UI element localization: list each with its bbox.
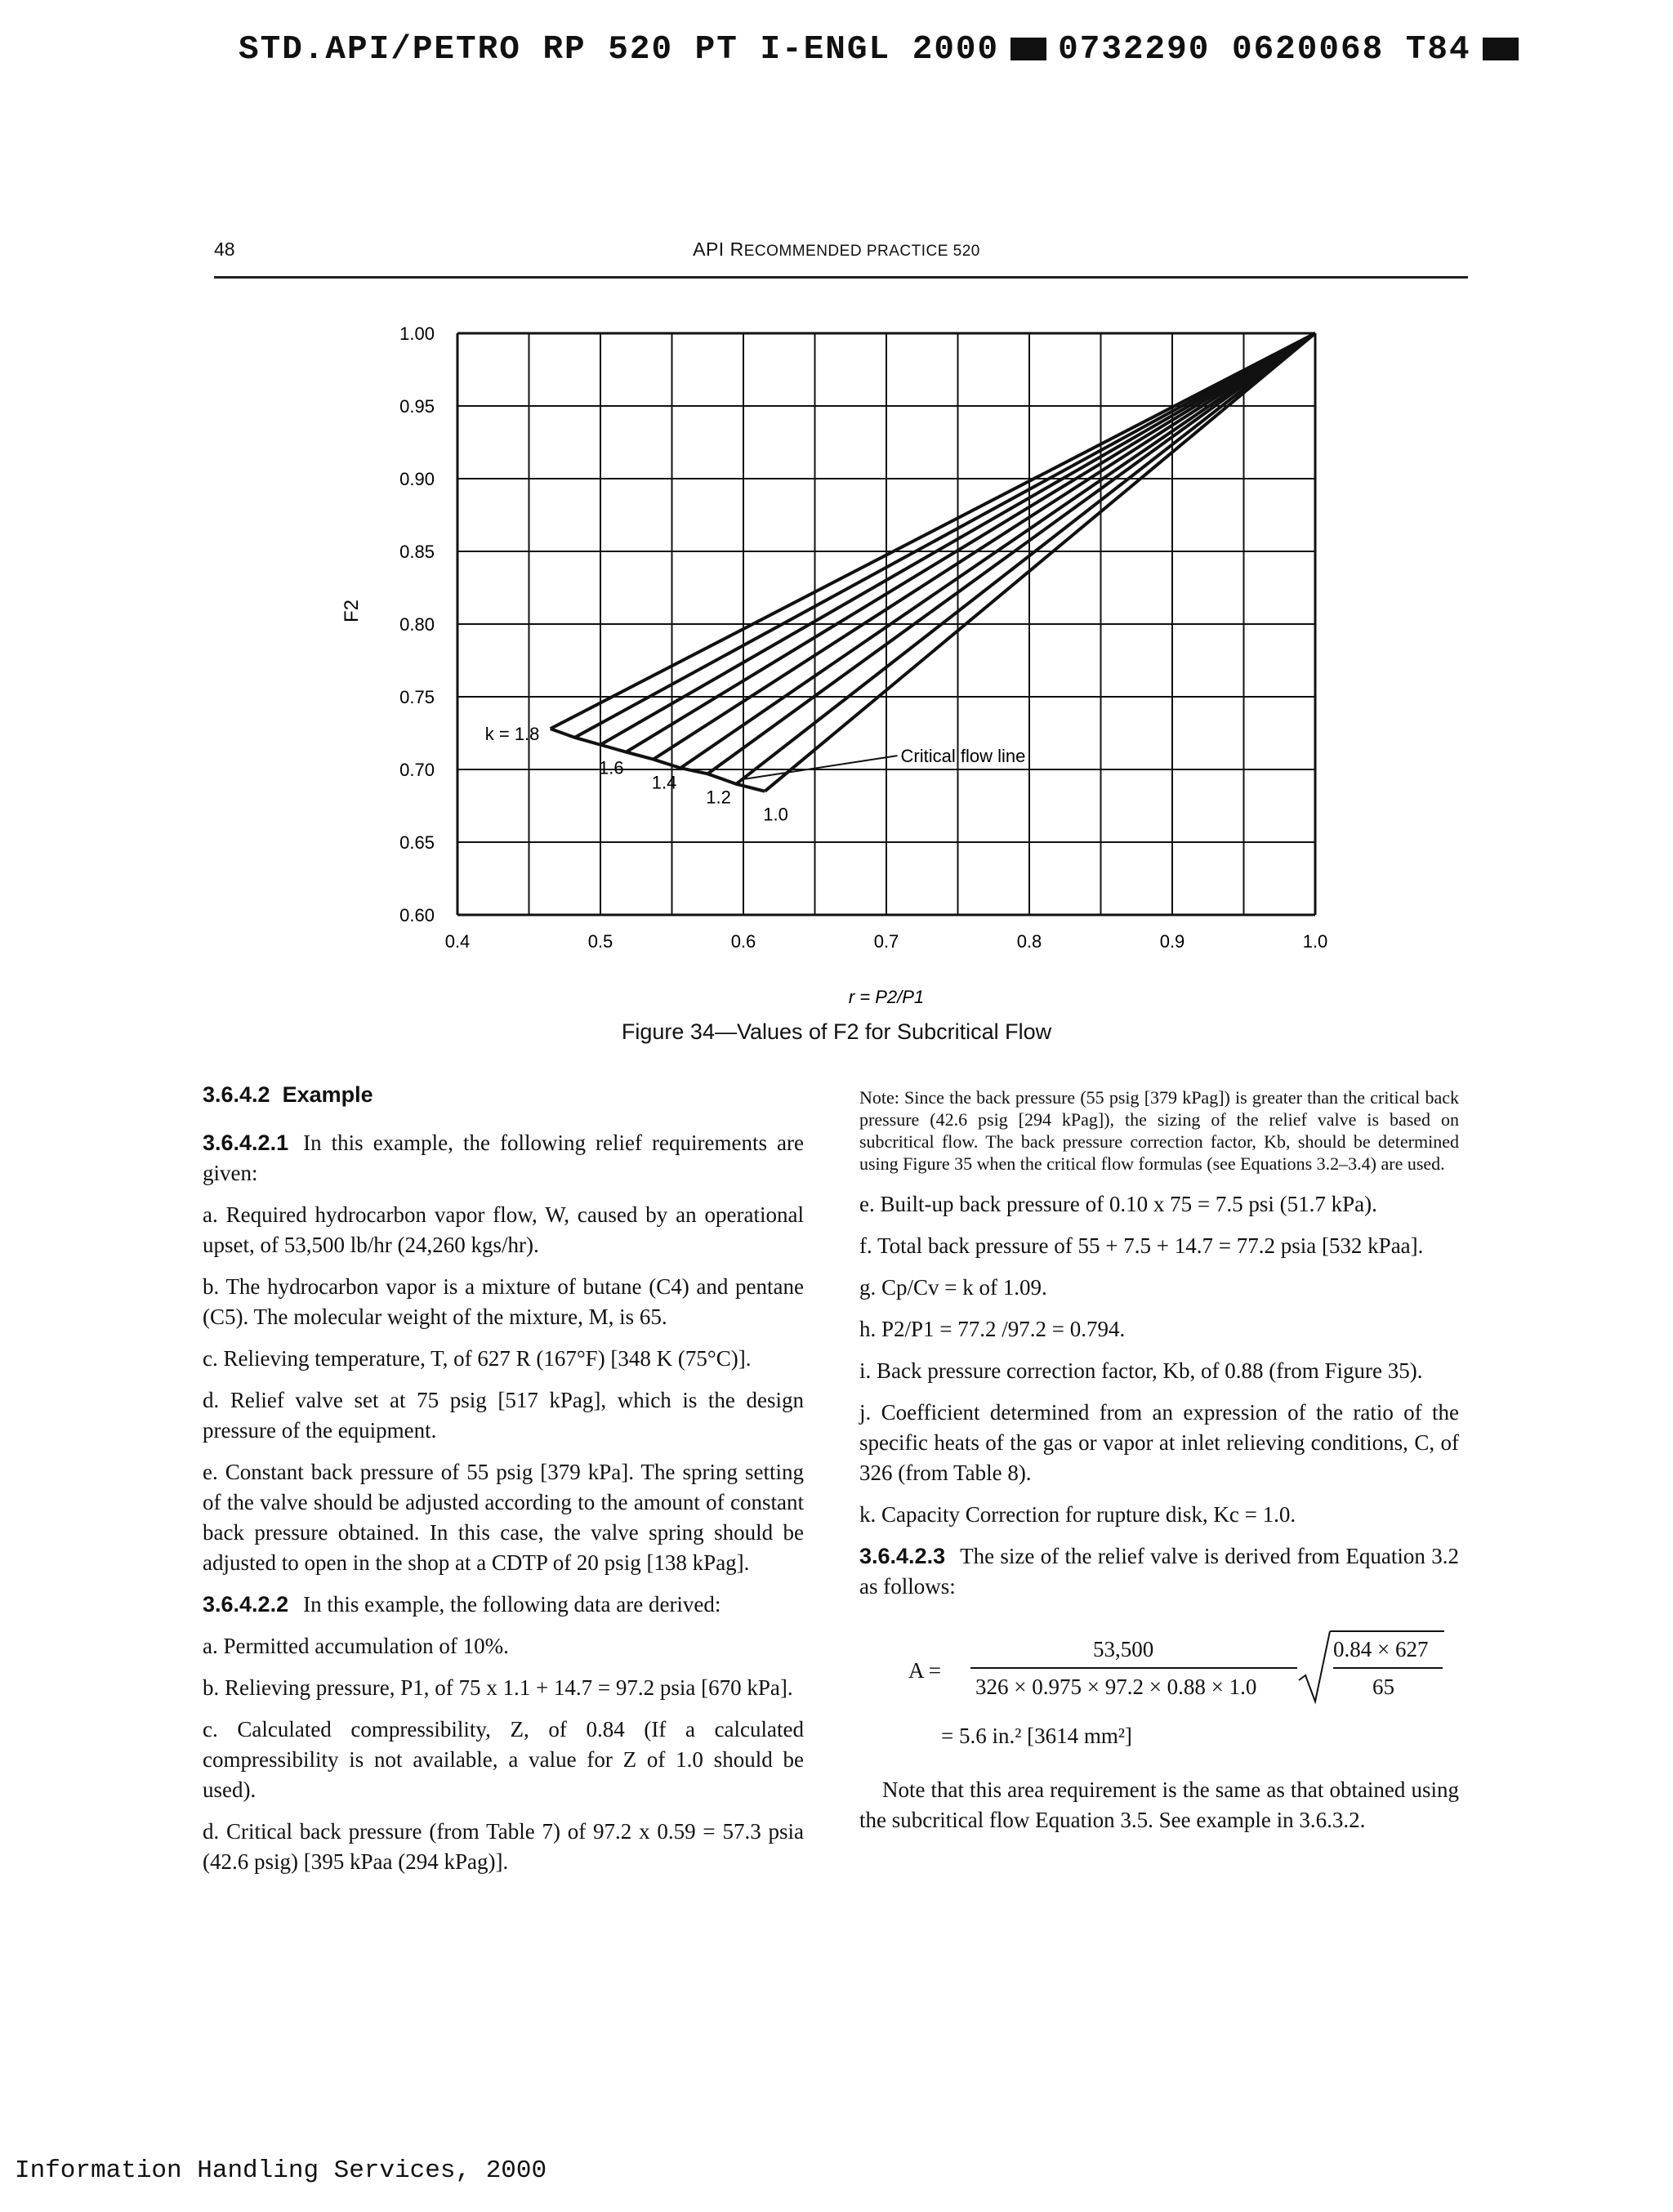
formula-numerator: 53,500 [1093, 1637, 1154, 1661]
list-item: c. Relieving temperature, T, of 627 R (167°F) [348 K (75°C)]. [203, 1346, 752, 1371]
left-column [203, 1080, 804, 1889]
paragraph-derived-data [203, 1590, 804, 1620]
formula-denominator: 326 × 0.975 × 97.2 × 0.88 × 1.0 [975, 1675, 1257, 1699]
formula-root-denominator: 65 [1372, 1675, 1394, 1699]
list-item: h. P2/P1 = 77.2 /97.2 = 0.794. [859, 1317, 1126, 1341]
footer-publisher: Information Handling Services, 2000 [15, 2156, 547, 2185]
formula-lhs: A = [908, 1658, 941, 1683]
y-tick-label: 0.75 [399, 687, 435, 707]
derived-data-list [203, 1631, 804, 1877]
x-tick-label: 1.0 [1302, 931, 1328, 952]
y-tick-label: 0.60 [399, 905, 435, 925]
section-heading [203, 1080, 804, 1110]
running-title-lead: API R [693, 239, 744, 260]
black-bar-mark-end [1483, 38, 1519, 60]
closing-paragraph: Note that this area requirement is the same as that obtained using the subcritical flow Equation 3.5. See example in 3.6.3.2. [859, 1777, 1459, 1832]
black-bar-mark [1010, 38, 1046, 60]
list-item: i. Back pressure correction factor, Kb, of 0.88 (from Figure 35). [859, 1358, 1423, 1383]
list-item: d. Relief valve set at 75 psig [517 kPag], which is the design pressure of the equipment. [203, 1388, 804, 1443]
chart-y-axis-label: F2 [341, 599, 363, 623]
radical-bar [1330, 1630, 1444, 1632]
note-paragraph: Note: Since the back pressure (55 psig [379 kPag]) is greater than the critical back pressure (42.6 psig [294 kPag]), the sizing of the relief valve is based on subcritical flow. The back pressure correction factor, Kb, should be determined using Figure 35 when the critical flow formulas (see Equations 3.2–3.4) are used. [859, 1087, 1459, 1174]
radical-sign [1297, 1630, 1333, 1713]
paragraph-size-derivation [859, 1541, 1459, 1602]
series-label: 1.6 [599, 757, 624, 778]
y-tick-label: 0.90 [399, 469, 435, 489]
list-item: a. Required hydrocarbon vapor flow, W, caused by an operational upset, of 53,500 lb/hr (24,260 kgs/hr). [203, 1202, 804, 1257]
document-code-part2: 0732290 0620068 T84 [1058, 31, 1471, 69]
subsection-number: 3.6.4.2.2 [203, 1592, 289, 1617]
series-label: 1.0 [763, 804, 788, 825]
formula-root-numerator: 0.84 × 627 [1333, 1637, 1429, 1661]
subsection-number: 3.6.4.2.3 [859, 1544, 946, 1568]
x-tick-label: 0.5 [587, 931, 613, 952]
area-formula [859, 1617, 1459, 1748]
section-title: Example [282, 1082, 373, 1107]
list-item: f. Total back pressure of 55 + 7.5 + 14.7 = 77.2 psia [532 kPaa]. [859, 1233, 1424, 1258]
y-tick-label: 1.00 [399, 323, 435, 344]
list-item: d. Critical back pressure (from Table 7) of 97.2 x 0.59 = 57.3 psia (42.6 psig) [395 kPaa (294 kPag)]. [203, 1819, 804, 1874]
x-tick-label: 0.6 [730, 931, 756, 952]
list-item: b. The hydrocarbon vapor is a mixture of butane (C4) and pentane (C5). The molecular weight of the mixture, M, is 65. [203, 1274, 804, 1329]
f2-chart [327, 302, 1340, 1007]
y-tick-label: 0.85 [399, 542, 435, 562]
x-tick-label: 0.7 [873, 931, 899, 952]
y-tick-label: 0.70 [399, 760, 435, 780]
y-tick-label: 0.65 [399, 832, 435, 853]
root-fraction-bar [1333, 1667, 1443, 1669]
subsection-number: 3.6.4.2.1 [203, 1131, 289, 1155]
list-item: g. Cp/Cv = k of 1.09. [859, 1275, 1047, 1300]
x-tick-label: 0.4 [444, 931, 471, 952]
list-item: b. Relieving pressure, P1, of 75 x 1.1 + 14.7 = 97.2 psia [670 kPa]. [203, 1675, 793, 1700]
chart-tick-labels [399, 323, 1327, 952]
paragraph-relief-requirements [203, 1128, 804, 1189]
running-title [0, 239, 1673, 261]
figure-caption: Figure 34—Values of F2 for Subcritical Flow [621, 1019, 1052, 1044]
derived-data-list-continued [859, 1189, 1459, 1530]
series-line [765, 333, 1315, 792]
y-tick-label: 0.80 [399, 614, 435, 635]
chart-series [551, 333, 1315, 792]
header-rule [214, 276, 1468, 279]
paragraph-text: In this example, the following data are derived: [303, 1592, 721, 1617]
paragraph-text: The size of the relief valve is derived from Equation 3.2 as follows: [859, 1544, 1459, 1599]
series-line [736, 333, 1315, 784]
running-title-rest: ECOMMENDED PRACTICE 520 [743, 243, 980, 260]
chart-x-axis-label: r = P2/P1 [848, 987, 925, 1007]
series-line [575, 333, 1316, 738]
series-label: 1.2 [706, 787, 731, 808]
document-code [239, 31, 1530, 69]
x-tick-label: 0.8 [1016, 931, 1042, 952]
requirements-list [203, 1200, 804, 1578]
x-tick-label: 0.9 [1159, 931, 1185, 952]
annotation-text: Critical flow line [900, 746, 1026, 767]
formula-result: = 5.6 in.² [3614 mm²] [941, 1724, 1132, 1748]
series-line [627, 333, 1316, 752]
series-line [707, 333, 1315, 774]
list-item: k. Capacity Correction for rupture disk, Kc = 1.0. [859, 1502, 1296, 1527]
document-code-part1: STD.API/PETRO RP 520 PT I-ENGL 2000 [239, 31, 1000, 69]
series-label: k = 1.8 [484, 724, 540, 745]
paragraph-text: In this example, the following relief requirements are given: [203, 1131, 804, 1185]
page-number: 48 [214, 239, 235, 260]
series-line [654, 333, 1315, 760]
right-column [859, 1086, 1459, 1847]
list-item: e. Constant back pressure of 55 psig [379 kPa]. The spring setting of the valve should be adjusted according to the amount of constant back pressure obtained. In this case, the valve spring should be adjusted to open in the shop at a CDTP of 20 psig [138 kPag]. [203, 1460, 804, 1575]
list-item: e. Built-up back pressure of 0.10 x 75 = 7.5 psi (51.7 kPa). [859, 1192, 1377, 1216]
list-item: j. Coefficient determined from an expression of the ratio of the specific heats of the gas or vapor at inlet relieving conditions, C, of 326 (from Table 8). [859, 1400, 1459, 1485]
series-line [551, 333, 1315, 729]
series-label: 1.4 [651, 772, 677, 793]
list-item: a. Permitted accumulation of 10%. [203, 1634, 509, 1658]
section-number: 3.6.4.2 [203, 1082, 270, 1107]
list-item: c. Calculated compressibility, Z, of 0.84 (If a calculated compressibility is not available, a value for Z of 1.0 should be used). [203, 1717, 804, 1802]
y-tick-label: 0.95 [399, 396, 435, 417]
fraction-bar [970, 1667, 1297, 1669]
